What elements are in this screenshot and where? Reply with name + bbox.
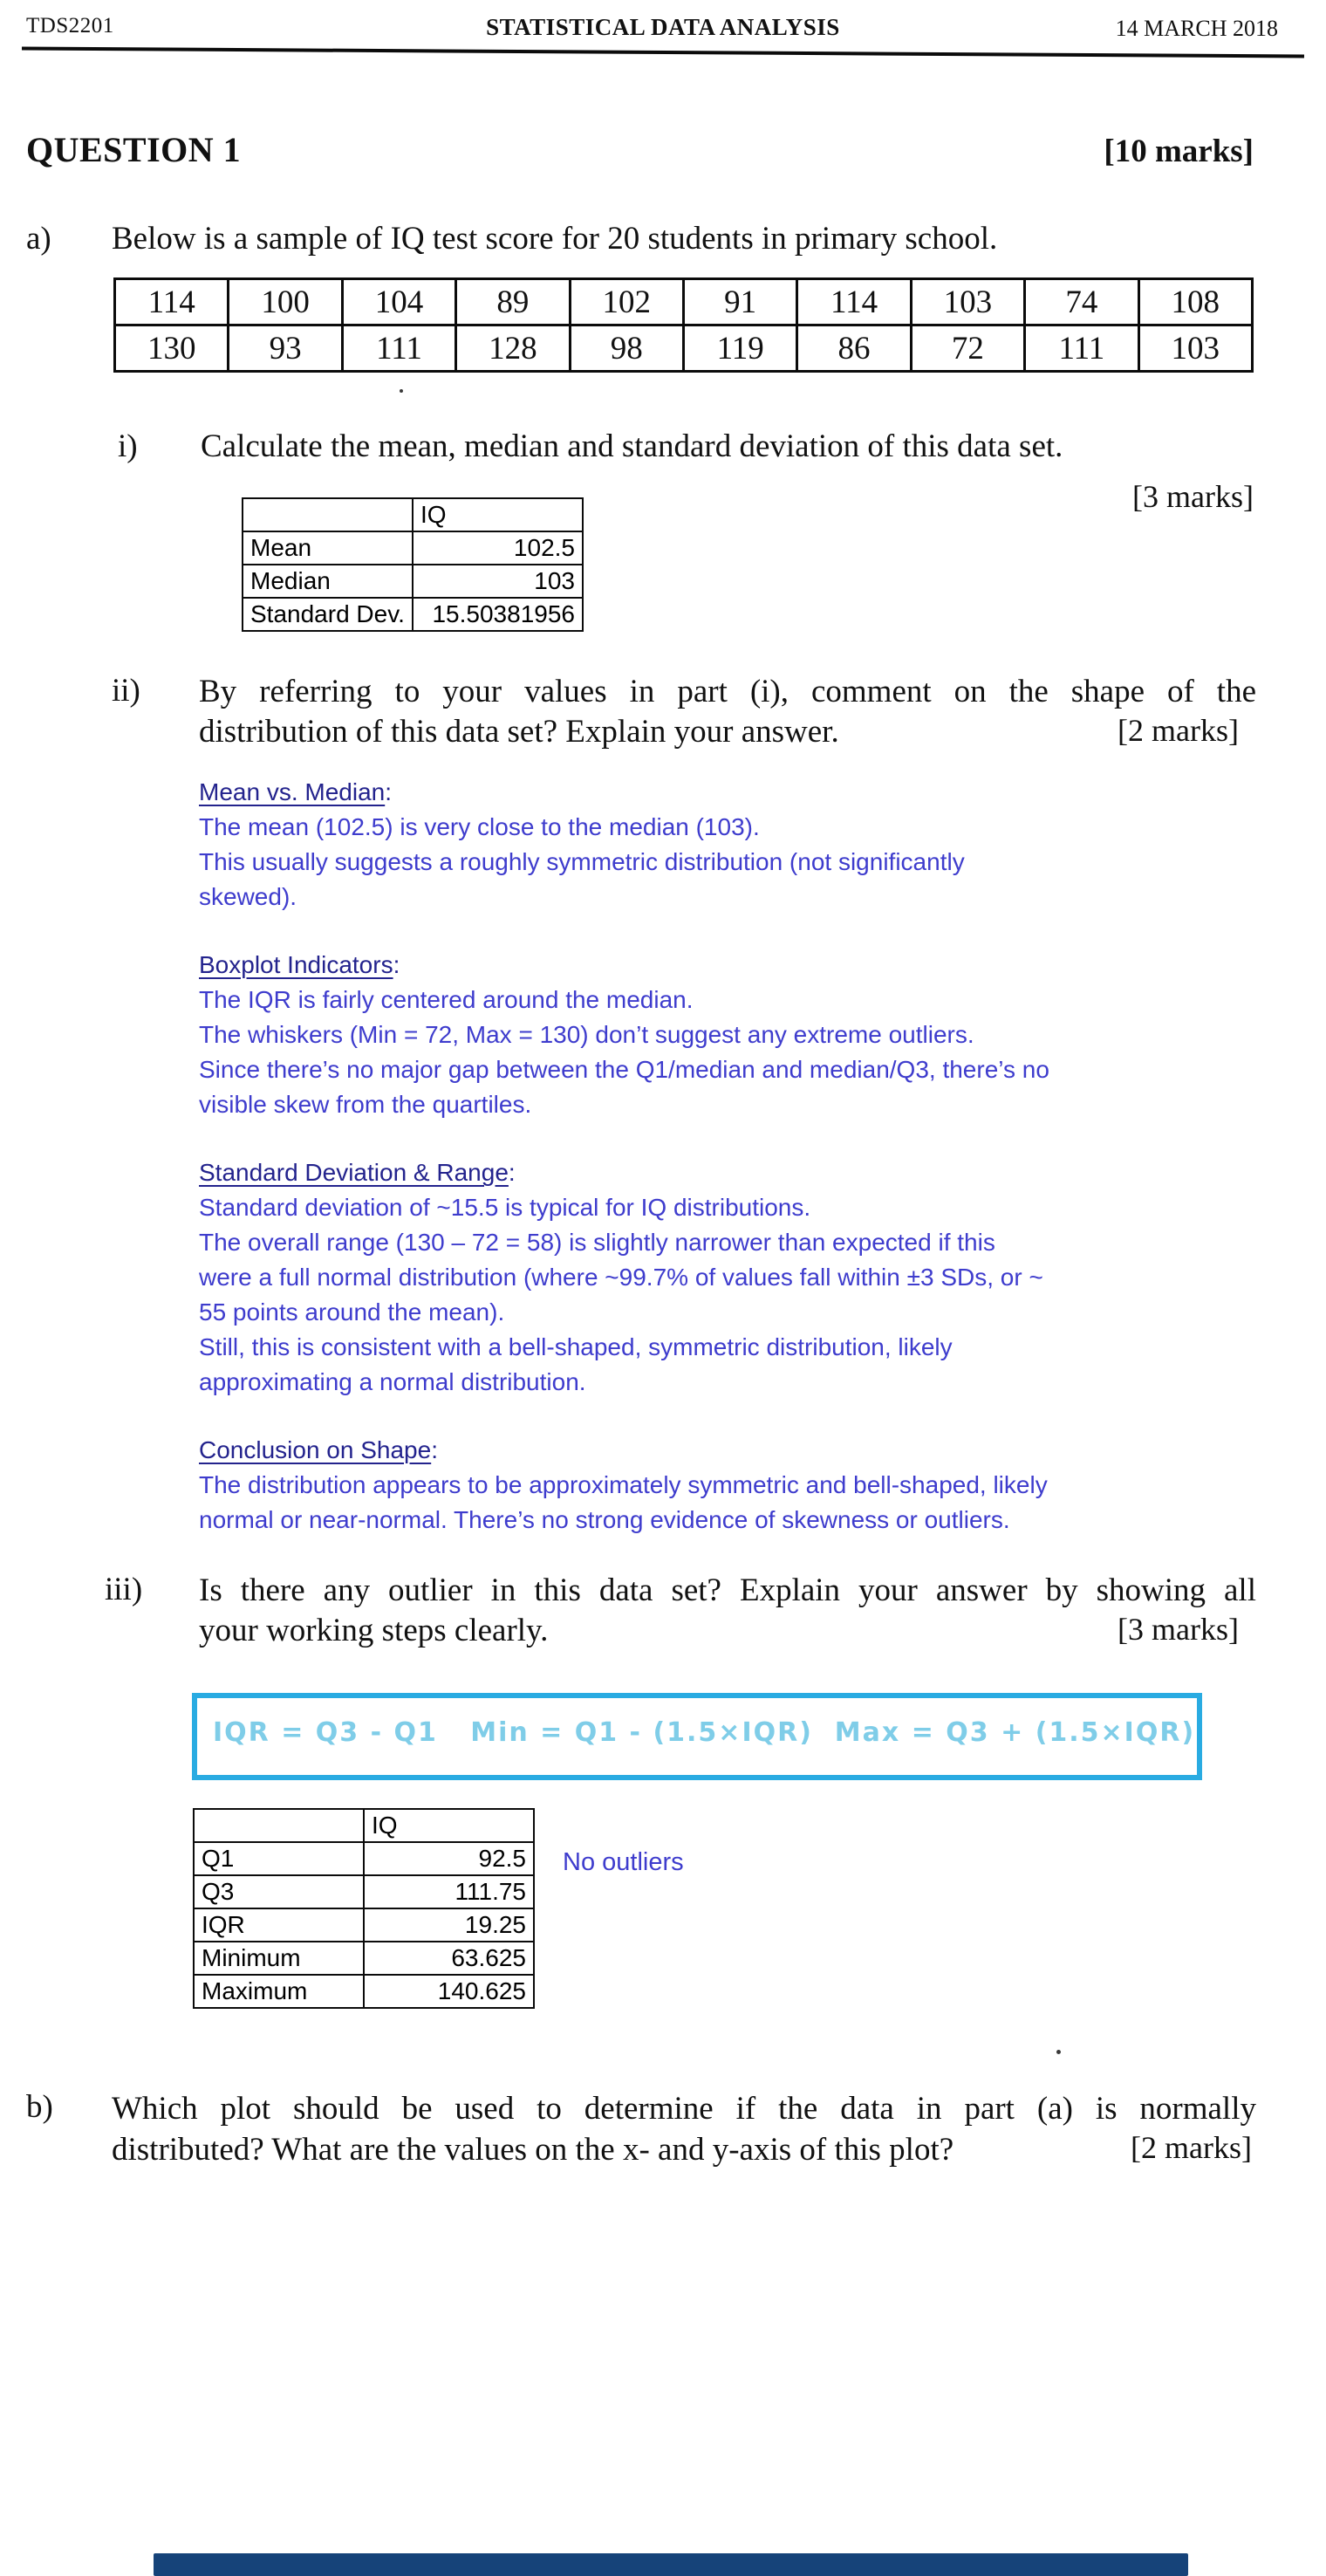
iq-score-cell: 74 [1025, 279, 1138, 325]
stats-label-cell: Minimum [194, 1942, 364, 1975]
answer-section [199, 948, 1049, 1122]
iq-score-row [115, 325, 1253, 372]
answer-section-heading [199, 775, 1049, 810]
iq-score-cell: 111 [342, 325, 455, 372]
iq-score-cell: 98 [570, 325, 683, 372]
bottom-window-bar [154, 2553, 1188, 2576]
stats-value-cell: 111.75 [364, 1875, 534, 1908]
question-marks: [10 marks] [1104, 134, 1254, 169]
part-i-marks: [3 marks] [1132, 479, 1254, 514]
answer-heading-colon: : [385, 778, 392, 805]
answer-heading-text: Standard Deviation & Range [199, 1159, 509, 1186]
iq-score-cell: 111 [1025, 325, 1138, 372]
stats-label-cell: IQR [194, 1908, 364, 1942]
answer-line: 55 points around the mean). [199, 1298, 505, 1326]
iq-score-cell: 114 [797, 279, 911, 325]
part-b-label: b) [26, 2089, 53, 2125]
stats-row [194, 1842, 534, 1875]
iq-score-row [115, 279, 1253, 325]
stats-header-row [194, 1809, 534, 1842]
header-course-code: TDS2201 [26, 14, 114, 38]
header-rule [22, 47, 1304, 58]
part-iii-line1: Is there any outlier in this data set? Explain your answer by showing all [199, 1572, 1256, 1608]
answer-line: skewed). [199, 883, 297, 910]
stats-label-cell: Mean [243, 531, 413, 565]
answer-heading-colon: : [508, 1159, 516, 1186]
stats-value-cell: 140.625 [364, 1975, 534, 2008]
iq-score-cell: 93 [229, 325, 342, 372]
iq-score-cell: 100 [229, 279, 342, 325]
stats-label-cell: Q1 [194, 1842, 364, 1875]
answer-line: The whiskers (Min = 72, Max = 130) don’t suggest any extreme outliers. [199, 1021, 974, 1048]
stats-row [194, 1975, 534, 2008]
iq-score-cell: 103 [1138, 325, 1252, 372]
stats-value-cell: 63.625 [364, 1942, 534, 1975]
scan-artifact-dot [1056, 2050, 1061, 2054]
answer-line: This usually suggests a roughly symmetric distribution (not significantly [199, 848, 965, 875]
part-iii-marks: [3 marks] [1118, 1612, 1239, 1647]
iq-score-cell: 72 [911, 325, 1024, 372]
part-ii-marks: [2 marks] [1118, 713, 1239, 748]
handwritten-formula: IQR = Q3 - Q1 Min = Q1 - (1.5×IQR) Max = Q3 + (1.5×IQR) [213, 1717, 1196, 1748]
stats-row [194, 1875, 534, 1908]
answer-heading-colon: : [393, 951, 400, 978]
stats-label-cell: Q3 [194, 1875, 364, 1908]
stats-value-cell: 103 [413, 565, 583, 598]
header-title: STATISTICAL DATA ANALYSIS [486, 14, 840, 40]
part-a-label: a) [26, 221, 51, 257]
answer-section-heading [199, 948, 1049, 983]
iq-score-cell: 119 [683, 325, 796, 372]
part-b-line1: Which plot should be used to determine if the data in part (a) is normally [112, 2091, 1256, 2127]
iq-score-cell: 103 [911, 279, 1024, 325]
answer-section-heading [199, 1155, 1049, 1190]
part-b-marks: [2 marks] [1131, 2130, 1252, 2165]
stats-row [243, 531, 583, 565]
stats-column-header: IQ [413, 498, 583, 531]
stats-row [194, 1942, 534, 1975]
iq-score-cell: 128 [456, 325, 570, 372]
part-iii-label: iii) [105, 1572, 143, 1607]
part-ii-line2: distribution of this data set? Explain your answer. [199, 714, 839, 750]
part-ii-line1: By referring to your values in part (i), comment on the shape of the [199, 674, 1256, 709]
iq-score-cell: 91 [683, 279, 796, 325]
part-b-question [112, 2088, 1256, 2170]
answer-line: The IQR is fairly centered around the median. [199, 986, 694, 1013]
part-ii-label: ii) [112, 673, 140, 709]
answer-line: Since there’s no major gap between the Q1/median and median/Q3, there’s no [199, 1056, 1049, 1083]
answer-section [199, 1155, 1049, 1400]
stats-label-cell: Maximum [194, 1975, 364, 2008]
formula-highlight-box [192, 1693, 1202, 1780]
stats-value-cell: 92.5 [364, 1842, 534, 1875]
answer-line: were a full normal distribution (where ~99.7% of values fall within ±3 SDs, or ~ [199, 1264, 1043, 1291]
answer-section [199, 1433, 1049, 1538]
answer-line: Still, this is consistent with a bell-shaped, symmetric distribution, likely [199, 1333, 953, 1360]
iq-scores-table [113, 277, 1254, 373]
iq-score-cell: 114 [115, 279, 229, 325]
part-ii-question [199, 672, 1256, 752]
answer-line: The mean (102.5) is very close to the median (103). [199, 813, 760, 840]
iq-score-cell: 89 [456, 279, 570, 325]
answer-line: The overall range (130 – 72 = 58) is slightly narrower than expected if this [199, 1229, 995, 1256]
iq-score-cell: 108 [1138, 279, 1252, 325]
stats-row [194, 1908, 534, 1942]
part-iii-question [199, 1571, 1256, 1651]
stats-empty-cell [243, 498, 413, 531]
part-i-text: Calculate the mean, median and standard deviation of this data set. [201, 428, 1063, 464]
answer-heading-text: Mean vs. Median [199, 778, 386, 805]
part-i-label: i) [118, 428, 138, 464]
iq-score-cell: 104 [342, 279, 455, 325]
question-title: QUESTION 1 [26, 130, 242, 169]
stats-value-cell: 102.5 [413, 531, 583, 565]
outlier-stats-table [193, 1808, 535, 2009]
stats-value-cell: 19.25 [364, 1908, 534, 1942]
answer-heading-text: Boxplot Indicators [199, 951, 393, 978]
stats-column-header: IQ [364, 1809, 534, 1842]
answer-line: approximating a normal distribution. [199, 1368, 586, 1395]
no-outliers-annotation: No outliers [563, 1848, 684, 1876]
answer-heading-colon: : [431, 1436, 438, 1463]
header-date: 14 MARCH 2018 [1115, 16, 1278, 41]
iq-score-cell: 102 [570, 279, 683, 325]
stats-header-row [243, 498, 583, 531]
iq-score-cell: 86 [797, 325, 911, 372]
answer-heading-text: Conclusion on Shape [199, 1436, 432, 1463]
answer-line: Standard deviation of ~15.5 is typical for IQ distributions. [199, 1194, 811, 1221]
scan-artifact-dot [400, 389, 403, 393]
answer-section-heading [199, 1433, 1049, 1468]
typed-answer-sections [199, 775, 1049, 1571]
answer-section [199, 775, 1049, 915]
answer-line: The distribution appears to be approximately symmetric and bell-shaped, likely [199, 1471, 1048, 1498]
stats-label-cell: Standard Dev. [243, 598, 413, 631]
stats-value-cell: 15.50381956 [413, 598, 583, 631]
part-iii-line2: your working steps clearly. [199, 1613, 549, 1648]
answer-line: normal or near-normal. There’s no strong evidence of skewness or outliers. [199, 1506, 1010, 1533]
part-b-line2: distributed? What are the values on the x- and y-axis of this plot? [112, 2132, 954, 2168]
stats-row [243, 598, 583, 631]
summary-stats-table [242, 497, 584, 632]
stats-empty-cell [194, 1809, 364, 1842]
stats-row [243, 565, 583, 598]
answer-line: visible skew from the quartiles. [199, 1091, 532, 1118]
iq-score-cell: 130 [115, 325, 229, 372]
part-a-text: Below is a sample of IQ test score for 20 students in primary school. [112, 221, 998, 257]
stats-label-cell: Median [243, 565, 413, 598]
